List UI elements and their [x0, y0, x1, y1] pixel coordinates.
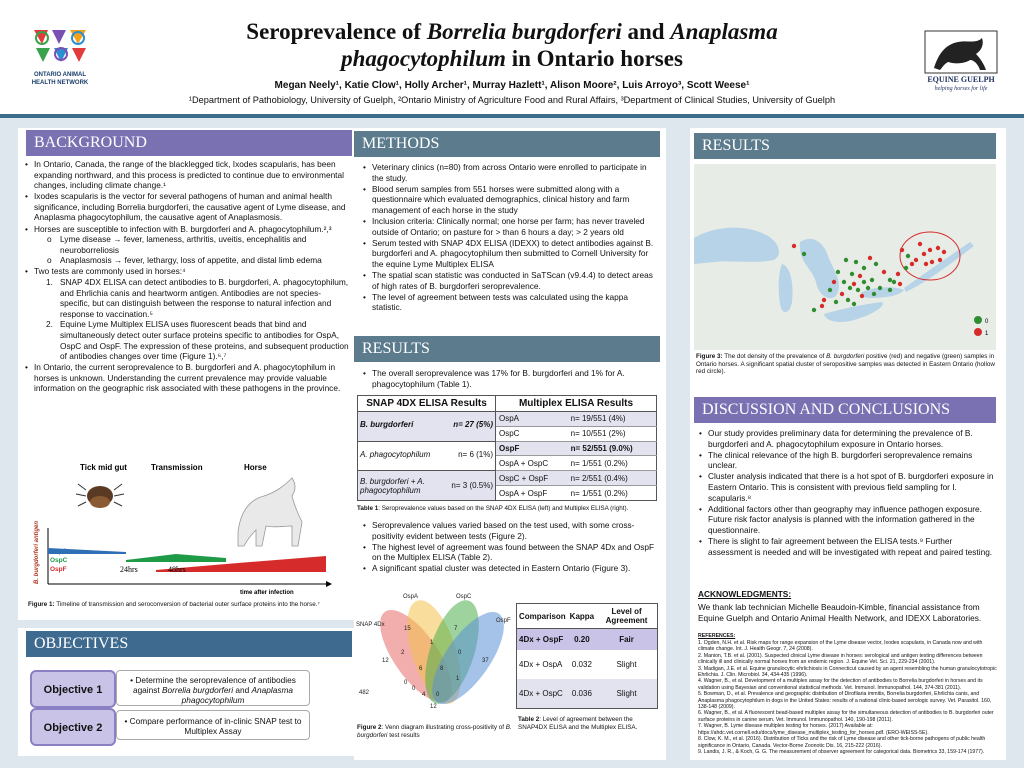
figure-3-map — [694, 164, 996, 350]
map-dot — [898, 282, 902, 286]
reference-item: 4. Wagner, B., et al. Development of a multiplex assay for the detection of antibodies to Borrelia burgdorferi in horses and its validation using Bayesian and conventional statistical methods. Vet. Immunol. Immunopathol. 144, 374-381 (2011). — [698, 678, 983, 691]
snap-rows — [358, 412, 496, 501]
map-dot — [938, 258, 942, 262]
discussion-bullet: • There is slight to fair agreement between the ELISA tests.⁹ Further assessment is needed and will be investigated with repeat and paired testing. — [698, 536, 998, 557]
time-24hrs: 24hrs — [120, 565, 138, 574]
multiplex-row-name: OspF — [496, 441, 568, 456]
oahn-logo — [28, 26, 92, 94]
map-dot — [858, 274, 862, 278]
results-bullet: • A significant spatial cluster was detected in Eastern Ontario (Figure 3). — [362, 563, 658, 574]
map-dot — [828, 288, 832, 292]
fig1-axis-label: B. burgdorferi antigen — [34, 521, 40, 584]
multiplex-row-value: n= 10/551 (2%) — [568, 426, 657, 441]
methods-bullet: • Veterinary clinics (n=80) from across Ontario were enrolled to participate in the study. — [362, 162, 660, 183]
venn-value: 0 — [436, 692, 440, 698]
methods-text — [362, 162, 660, 313]
table-1-caption: Table 1: Seroprevalence values based on the SNAP 4DX ELISA (left) and Multiplex ELISA (right). — [357, 505, 629, 512]
map-dot — [866, 286, 870, 290]
reference-item: 6. Wagner, B., et al. A fluorescent bead-based multiplex assay for the simultaneous detection of antibodies to B. burgdorferi outer surface proteins in canine serum. Vet. Immunol. Immunopathol. 140, 190-198 (2011). — [698, 710, 994, 723]
map-dot — [860, 294, 864, 298]
map-dot — [802, 252, 806, 256]
legend-ospa: OspA — [50, 548, 68, 555]
objective-1-label: Objective 1 — [30, 670, 116, 708]
table2-row: 4Dx + OspC 0.036 Slight — [517, 679, 658, 709]
map-dot — [870, 278, 874, 282]
discussion-bullet: • Cluster analysis indicated that there is a hot spot of B. burgdorferi exposure in Eastern Ontario. This is consistent with previous field sampling for I. scapularis.⁸ — [698, 471, 998, 503]
venn-value: 8 — [440, 666, 444, 672]
venn-value: 7 — [454, 626, 458, 632]
fig1-label-tick: Tick mid gut — [80, 463, 127, 472]
figure-3-caption: Figure 3: The dot density of the prevalence of B. burgdorferi positive (red) and negative (green) samples in Ontario horses. A significant spatial cluster of seropositive samples was detected in Eastern Ontario (hollow red circle). — [696, 353, 995, 376]
map-dot — [862, 266, 866, 270]
ospc-area — [126, 554, 226, 562]
reference-item: 5. Bowman, D., et al. Prevalence and geographic distribution of Dirofilaria immitis, Borrelia burgdorferi, Ehrlichia canis, and Anaplasma phagocytophilum in dogs in the United States: results of a national clinic-based serologic survey. Vet. Parasitol. 160, 138-148 (2009). — [698, 691, 992, 711]
acknowledgments-text: We thank lab technician Michelle Beaudoin-Kimble, financial assistance from Equine Guelph and Ontario Animal Health Network, and IDEXX Laboratories. — [698, 602, 982, 623]
venn-value: 1 — [456, 676, 460, 682]
discussion-bullet: • The clinical relevance of the high B. burgdorferi seroprevalence remains unclear. — [698, 450, 998, 471]
objective-2-label: Objective 2 — [30, 708, 116, 746]
map-dot — [792, 244, 796, 248]
table2-row: 4Dx + OspA 0.032 Slight — [519, 660, 637, 669]
methods-bullet: • The level of agreement between tests was calculated using the kappa statistic. — [362, 292, 660, 313]
map-dot — [874, 262, 878, 266]
venn-value: 2 — [401, 650, 405, 656]
results-heading-right: RESULTS — [694, 133, 996, 159]
figure-2-venn — [356, 590, 516, 722]
venn-label-ospa: OspA — [403, 594, 419, 600]
fig1-label-horse: Horse — [244, 463, 267, 472]
map-dot — [930, 260, 934, 264]
discussion-bullet: • Our study provides preliminary data for determining the prevalence of B. burgdorferi and A. phagocytophilum exposure in Ontario horses. — [698, 428, 998, 449]
references-list — [698, 640, 998, 755]
background-bullet: • Horses are susceptible to infection with B. burgdorferi and A. phagocytophilum.²,³ o Lyme disease → fever, lameness, arthritis, uveitis, encephalitis and neuroborreliosis o Anaplasmosis → fever, lethargy, loss of appetite, and distal limb edema — [24, 224, 350, 266]
reference-item: 8. Clow, K. M., et al. (2016). Distribution of Ticks and the risk of Lyme disease and other tick-borne pathogens of public health significance in Ontario, Canada. Vector-Borne Zoonotic Dis. 16, 215-222 (2016). — [698, 736, 986, 749]
map-dot — [878, 286, 882, 290]
discussion-heading: DISCUSSION AND CONCLUSIONS — [694, 397, 996, 423]
map-dot — [924, 262, 928, 266]
acknowledgments-heading: ACKNOWLEDGMENTS: — [698, 589, 792, 599]
map-dot — [882, 270, 886, 274]
venn-value: 0 — [458, 650, 462, 656]
legend-ospf: OspF — [50, 566, 67, 573]
map-dot — [844, 258, 848, 262]
poster-title: Seroprevalence of Borrelia burgdorferi and Anaplasma phagocytophilum in Ontario horses — [246, 19, 778, 71]
table2-row: 4Dx + OspF 0.20 Fair — [517, 629, 658, 651]
figure-1-caption: Figure 1: Timeline of transmission and seroconversion of bacterial outer surface proteins into the horse.⁷ — [28, 601, 320, 608]
map-legend-1: 1 — [985, 331, 989, 337]
map-dot — [846, 298, 850, 302]
multiplex-row-value: n= 1/551 (0.2%) — [570, 488, 628, 498]
snap-row: B. burgdorferi + A. phagocytophilum n= 3 (0.5%) — [358, 470, 495, 500]
map-dot — [820, 304, 824, 308]
background-numbered: 2. Equine Lyme Multiplex ELISA uses fluorescent beads that bind and simultaneously detect outer surface proteins specific to antibodies for OspA, OspC and OspF. The expression of these proteins, and subsequent production of antibodies changes over time (Figure 1).⁶,⁷ — [46, 319, 349, 362]
objective-2-text: • Compare performance of in-clinic SNAP test to Multiplex Assay — [116, 710, 310, 740]
map-dot — [854, 260, 858, 264]
venn-value: 1 — [430, 640, 434, 646]
venn-value: 15 — [404, 626, 411, 632]
table-2 — [516, 603, 658, 709]
multiplex-row-name: OspA — [496, 412, 568, 427]
objectives-heading: OBJECTIVES — [26, 631, 352, 657]
map-dot — [942, 250, 946, 254]
venn-value: 0 — [404, 680, 408, 686]
map-dot — [852, 282, 856, 286]
multiplex-row-value: n= 2/551 (0.4%) — [568, 471, 657, 486]
methods-bullet: • Inclusion criteria: Clinically normal; one horse per farm; has never traveled outside of Ontario; on pasture for > than 6 hours a day; > 2 years old — [362, 216, 660, 237]
multiplex-row-name: OspA + OspF — [499, 488, 548, 498]
map-dot — [872, 292, 876, 296]
background-numbered: 1. SNAP 4DX ELISA can detect antibodies to B. burgdorferi, A. phagocytophilum, and Ehrlichia canis and heartworm antigen. Antibodies are not species-specific, but can distinguish between the response to natural infection and response to vaccination.⁵ — [46, 277, 349, 319]
map-dot — [918, 242, 922, 246]
reference-item: 3. Madigan, J.E. et al. Equine granulocytic ehrlichiosis in Connecticut caused by an agent resembling the human granulocytotropic Ehrlichia. J. Clin. Microbiol. 34, 434-435 (1996). — [698, 665, 997, 679]
snap-row: A. phagocytophilum n= 6 (1%) — [358, 441, 495, 470]
background-bullet: • In Ontario, Canada, the range of the blacklegged tick, Ixodes scapularis, has been expanding northward, and this process is predicted to continue due to environmental changes, including climate change.¹ — [24, 159, 350, 191]
reference-item: 2. Manion, T.B. et al. (2001). Suspected clinical Lyme disease in horses: serological and antigen testing differences between clinically ill and clinically normal horses from an endemic region. J. Equine Vet. Sci. 21, 229-234 (2001). — [698, 652, 983, 666]
multiplex-header: Multiplex ELISA Results — [496, 396, 657, 412]
reference-item: 1. Ogden, N.H. et al. Risk maps for range expansion of the Lyme disease vector, Ixodes scapularis, in Canada now and with climate change. Int. J. Health Geogr. 7, 24 (2008). — [698, 640, 983, 653]
snap-row: B. burgdorferi n= 27 (5%) — [358, 412, 495, 441]
map-dot — [906, 254, 910, 258]
svg-text:helping horses for life: helping horses for life — [934, 86, 988, 92]
methods-bullet: • Serum tested with SNAP 4DX ELISA (IDEXX) to detect antibodies against B. burgdorferi and A. phagocytophilum then submitted to Cornell University for the equine Lyme Multiplex ELISA — [362, 238, 660, 270]
map-dot — [868, 256, 872, 260]
results-bullets — [362, 520, 658, 574]
snap-header: SNAP 4DX ELISA Results — [358, 396, 496, 412]
results-intro — [362, 368, 660, 390]
methods-heading: METHODS — [354, 131, 660, 157]
venn-label-ospf: OspF — [496, 618, 511, 624]
background-bullet: • Ixodes scapularis is the vector for several pathogens of human and animal health significance, including Borrelia burgdorferi, the causative agent of Lyme disease, and Anaplasma phagocytophilum, the causative agent of Anaplasmosis. — [24, 191, 350, 223]
fig1-time-label: time after infection — [240, 590, 294, 596]
results-heading-middle: RESULTS — [354, 336, 660, 362]
venn-value: 12 — [382, 658, 389, 664]
map-dot — [840, 292, 844, 296]
map-dot — [848, 286, 852, 290]
multiplex-row-name: OspC — [496, 426, 568, 441]
venn-value: 4 — [422, 692, 426, 698]
map-dot — [900, 248, 904, 252]
table-2-caption: Table 2: Level of agreement between the SNAP4DX ELISA and the Multiplex ELISA. — [518, 716, 638, 731]
map-dot — [852, 302, 856, 306]
multiplex-row-value: n= 1/551 (0.2%) — [568, 456, 657, 471]
map-dot — [888, 278, 892, 282]
horse-illustration-icon — [238, 478, 302, 546]
reference-item: 9. Landis, J. R., & Koch, G. G. The measurement of observer agreement for categorical data. Biometrics 33, 159-174 (1977). — [698, 748, 985, 755]
methods-bullet: • Blood serum samples from 551 horses were submitted along with a questionnaire which evaluated demographics, clinical history and farm management of each horse in the study — [362, 184, 660, 216]
references-heading: REFERENCES: — [698, 633, 736, 639]
venn-label-snap: SNAP 4Dx — [356, 622, 385, 628]
map-dot — [914, 258, 918, 262]
map-dot — [928, 248, 932, 252]
map-dot — [910, 262, 914, 266]
venn-label-ospc: OspC — [456, 594, 472, 600]
map-legend-0: 0 — [985, 319, 989, 325]
map-dot — [936, 246, 940, 250]
tick-icon — [76, 484, 124, 508]
background-heading: BACKGROUND — [26, 130, 352, 156]
figure-2-caption: Figure 2: Venn diagram illustrating cross-positivity of B. burgdorferi test results — [357, 724, 512, 739]
map-dot — [904, 266, 908, 270]
background-subbullet: o Lyme disease → fever, lameness, arthritis, uveitis, encephalitis and neuroborreliosis — [34, 234, 350, 255]
legend-negative-dot — [974, 316, 982, 324]
results-bullet: • The overall seroprevalence was 17% for B. burgdorferi and 1% for A. phagocytophilum (Table 1). — [362, 368, 660, 389]
map-dot — [856, 288, 860, 292]
map-dot — [834, 300, 838, 304]
figure-1-timeline — [26, 460, 352, 600]
background-bullet: • In Ontario, the current seroprevalence to B. burgdorferi and A. phagocytophilum in horses is unknown. Understanding the current prevalence may provide valuable information on the geographic risk associated with these pathogens in the province. — [24, 362, 350, 394]
author-list: Megan Neely¹, Katie Clow¹, Holly Archer¹, Murray Hazlett¹, Alison Moore², Luis Arroyo³, Scott Weese¹ — [274, 80, 750, 91]
results-bullet: • The highest level of agreement was found between the SNAP 4Dx and OspF on the Multiplex ELISA (Table 2). — [362, 542, 658, 563]
svg-text:ONTARIO ANIMAL: ONTARIO ANIMAL — [34, 72, 86, 78]
background-text — [24, 159, 350, 395]
venn-value: 6 — [419, 666, 423, 672]
methods-bullet: • The spatial scan statistic was conducted in SaTScan (v9.4.4) to detect areas of high rates of B. burgdorferi seroprevalence. — [362, 270, 660, 291]
table2-header: Level of Agreement — [596, 604, 657, 629]
map-dot — [888, 288, 892, 292]
objective-1-text: • Determine the seroprevalence of antibodies against Borrelia burgdorferi and Anaplasma phagocytophilum — [116, 670, 310, 706]
map-dot — [850, 272, 854, 276]
multiplex-row-name: OspC + OspF — [496, 471, 568, 486]
poster-header — [0, 0, 1024, 118]
legend-positive-dot — [974, 328, 982, 336]
discussion-text — [698, 428, 998, 558]
map-dot — [832, 280, 836, 284]
map-dot — [922, 252, 926, 256]
affiliations: ¹Department of Pathobiology, University of Guelph, ²Ontario Ministry of Agriculture Food and Rural Affairs, ³Department of Clinical Studies, University of Guelph — [188, 95, 836, 105]
map-dot — [812, 308, 816, 312]
venn-value: 12 — [430, 704, 437, 710]
legend-ospc: OspC — [50, 557, 68, 564]
reference-item: 7. Wagner, B. Lyme disease multiplex testing for horses. (2017) Available at: https://ahdc.vet.cornell.edu/docs/lyme_disease_multiplex_testing_for_horses.pdf. (ERO-WEISS-5E). — [698, 723, 929, 736]
venn-value: 0 — [412, 686, 416, 692]
table2-header: Kappa — [568, 604, 596, 629]
multiplex-row-value: n= 19/551 (4%) — [568, 412, 657, 427]
svg-text:EQUINE GUELPH: EQUINE GUELPH — [927, 75, 995, 84]
venn-value: 37 — [482, 658, 489, 664]
venn-outside: 482 — [359, 690, 370, 696]
table-1 — [357, 395, 657, 501]
map-dot — [862, 280, 866, 284]
multiplex-row-value: n= 52/551 (9.0%) — [568, 441, 657, 456]
equine-guelph-logo — [924, 30, 998, 92]
background-subbullet: o Anaplasmosis → fever, lethargy, loss of appetite, and distal limb edema — [34, 255, 350, 266]
fig1-label-transmission: Transmission — [151, 463, 203, 472]
time-48hrs: 48hrs — [168, 565, 186, 574]
map-dot — [836, 270, 840, 274]
background-bullet: • Two tests are commonly used in horses:⁴ 1. SNAP 4DX ELISA can detect antibodies to B. burgdorferi, A. phagocytophilum, and Ehrlichia canis and heartworm antigen. Antibodies are not species-specific, but can distinguish between the response to natural infection and response to vaccination.⁵ 2. Equine Lyme Multiplex ELISA uses fluorescent beads that bind and simultaneously detect outer surface proteins specific to antibodies for OspA, OspC and OspF. The expression of these proteins, and subsequent production of antibodies changes over time (Figure 1).⁶,⁷ — [24, 266, 350, 361]
svg-text:HEALTH NETWORK: HEALTH NETWORK — [31, 80, 89, 86]
map-dot — [822, 298, 826, 302]
map-dot — [896, 272, 900, 276]
discussion-bullet: • Additional factors other than geography may influence pathogen exposure. Future risk factor analysis is planned with the information gathered in the questionnaire. — [698, 504, 998, 536]
horse-logo-icon — [924, 30, 998, 92]
multiplex-row-name: OspA + OspC — [496, 456, 568, 471]
map-dot — [842, 280, 846, 284]
table2-header: Comparison — [517, 604, 568, 629]
results-bullet: • Seroprevalence values varied based on the test used, with some cross-positivity evident between tests (Figure 2). — [362, 520, 658, 541]
map-dot — [892, 280, 896, 284]
